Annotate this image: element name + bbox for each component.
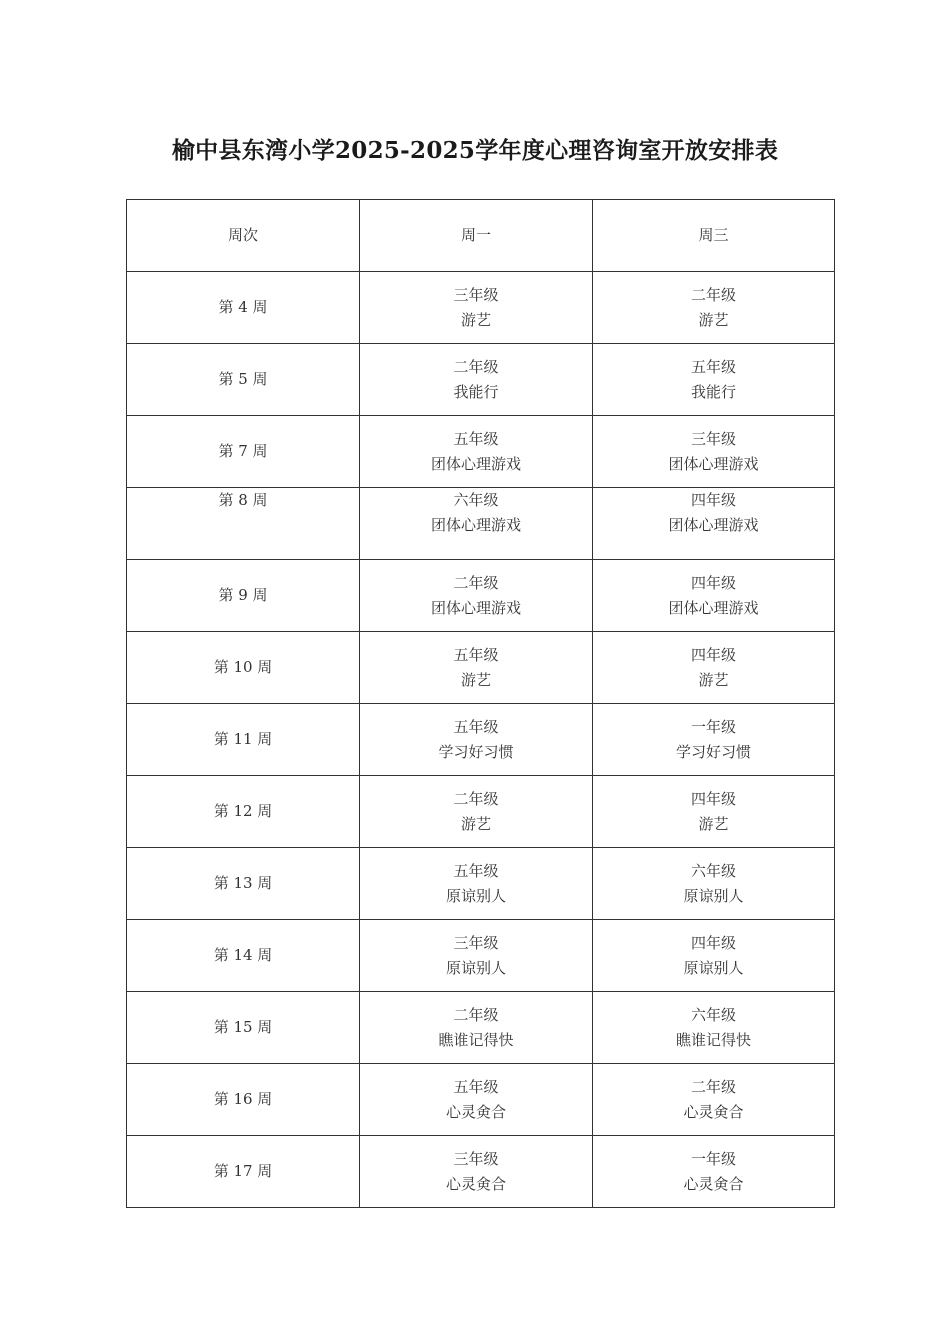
grade-label: 五年级 [453,861,499,880]
grade-label: 三年级 [453,1149,499,1168]
monday-cell [360,848,593,920]
table-row [127,992,835,1064]
wednesday-cell [593,416,835,488]
table-row [127,272,835,344]
monday-cell [360,344,593,416]
week-cell: 第 10 周 [127,632,360,704]
grade-label: 四年级 [690,573,736,592]
table-header-row [127,200,835,272]
grade-label: 三年级 [453,933,499,952]
wednesday-cell [593,1064,835,1136]
week-cell: 第 11 周 [127,704,360,776]
activity-label: 团体心理游戏 [668,598,759,617]
wednesday-cell [593,1136,835,1208]
activity-label: 团体心理游戏 [430,516,521,534]
activity-label: 原谅别人 [445,886,506,905]
grade-label: 六年级 [690,861,736,880]
grade-label: 二年级 [453,1005,499,1024]
activity-label: 我能行 [690,382,736,401]
activity-label: 我能行 [453,382,499,401]
column-header-wednesday: 周三 [593,200,835,272]
grade-label: 四年级 [690,789,736,808]
table-row [127,488,835,560]
week-cell: 第 7 周 [127,416,360,488]
monday-cell [360,920,593,992]
grade-label: 五年级 [690,357,736,376]
table-row [127,344,835,416]
wednesday-cell [593,272,835,344]
week-cell: 第 9 周 [127,560,360,632]
table-row [127,704,835,776]
activity-label: 原谅别人 [445,958,506,977]
activity-label: 团体心理游戏 [430,598,521,617]
monday-cell [360,488,593,560]
week-cell: 第 13 周 [127,848,360,920]
grade-label: 六年级 [690,1005,736,1024]
activity-label: 原谅别人 [683,958,744,977]
week-cell: 第 5 周 [127,344,360,416]
grade-label: 五年级 [453,429,499,448]
week-cell: 第 15 周 [127,992,360,1064]
table-row [127,776,835,848]
table-row [127,560,835,632]
wednesday-cell [593,560,835,632]
monday-cell [360,776,593,848]
grade-label: 四年级 [690,933,736,952]
week-cell: 第 12 周 [127,776,360,848]
monday-cell [360,1136,593,1208]
grade-label: 三年级 [690,429,736,448]
grade-label: 二年级 [690,285,736,304]
table-row [127,1064,835,1136]
week-cell: 第 14 周 [127,920,360,992]
wednesday-cell [593,632,835,704]
monday-cell [360,272,593,344]
grade-label: 一年级 [690,1149,736,1168]
table-row [127,848,835,920]
activity-label: 瞧谁记得快 [675,1030,751,1049]
activity-label: 学习好习惯 [438,742,514,761]
activity-label: 团体心理游戏 [668,454,759,473]
table-row [127,632,835,704]
monday-cell [360,416,593,488]
grade-label: 三年级 [453,285,499,304]
grade-label: 一年级 [690,717,736,736]
grade-label: 六年级 [453,491,499,509]
week-cell: 第 17 周 [127,1136,360,1208]
activity-label: 游艺 [698,814,729,833]
week-cell: 第 8 周 [127,488,360,560]
table-row [127,920,835,992]
monday-cell [360,992,593,1064]
grade-label: 四年级 [690,645,736,664]
wednesday-cell [593,848,835,920]
page-title: 榆中县东湾小学2025-2025学年度心理咨询室开放安排表 [171,137,779,164]
wednesday-cell [593,344,835,416]
activity-label: 游艺 [460,814,491,833]
activity-label: 心灵㑒合 [683,1174,744,1193]
activity-label: 团体心理游戏 [668,516,759,534]
grade-label: 二年级 [690,1077,736,1096]
monday-cell [360,560,593,632]
grade-label: 五年级 [453,717,499,736]
activity-label: 游艺 [698,670,729,689]
monday-cell [360,704,593,776]
activity-label: 游艺 [460,670,491,689]
monday-cell [360,1064,593,1136]
grade-label: 二年级 [453,573,499,592]
grade-label: 二年级 [453,789,499,808]
grade-label: 五年级 [453,1077,499,1096]
wednesday-cell [593,920,835,992]
grade-label: 二年级 [453,357,499,376]
week-cell: 第 16 周 [127,1064,360,1136]
schedule-table [126,199,835,1208]
column-header-monday: 周一 [360,200,593,272]
wednesday-cell [593,704,835,776]
monday-cell [360,632,593,704]
column-header-week: 周次 [127,200,360,272]
activity-label: 游艺 [698,310,729,329]
activity-label: 学习好习惯 [675,742,751,761]
activity-label: 游艺 [460,310,491,329]
table-row [127,1136,835,1208]
wednesday-cell [593,776,835,848]
activity-label: 心灵㑒合 [445,1102,506,1121]
activity-label: 心灵㑒合 [683,1102,744,1121]
week-cell: 第 4 周 [127,272,360,344]
grade-label: 五年级 [453,645,499,664]
activity-label: 瞧谁记得快 [438,1030,514,1049]
wednesday-cell [593,488,835,560]
activity-label: 团体心理游戏 [430,454,521,473]
wednesday-cell [593,992,835,1064]
activity-label: 心灵㑒合 [445,1174,506,1193]
table-row [127,416,835,488]
activity-label: 原谅别人 [683,886,744,905]
grade-label: 四年级 [690,491,736,509]
